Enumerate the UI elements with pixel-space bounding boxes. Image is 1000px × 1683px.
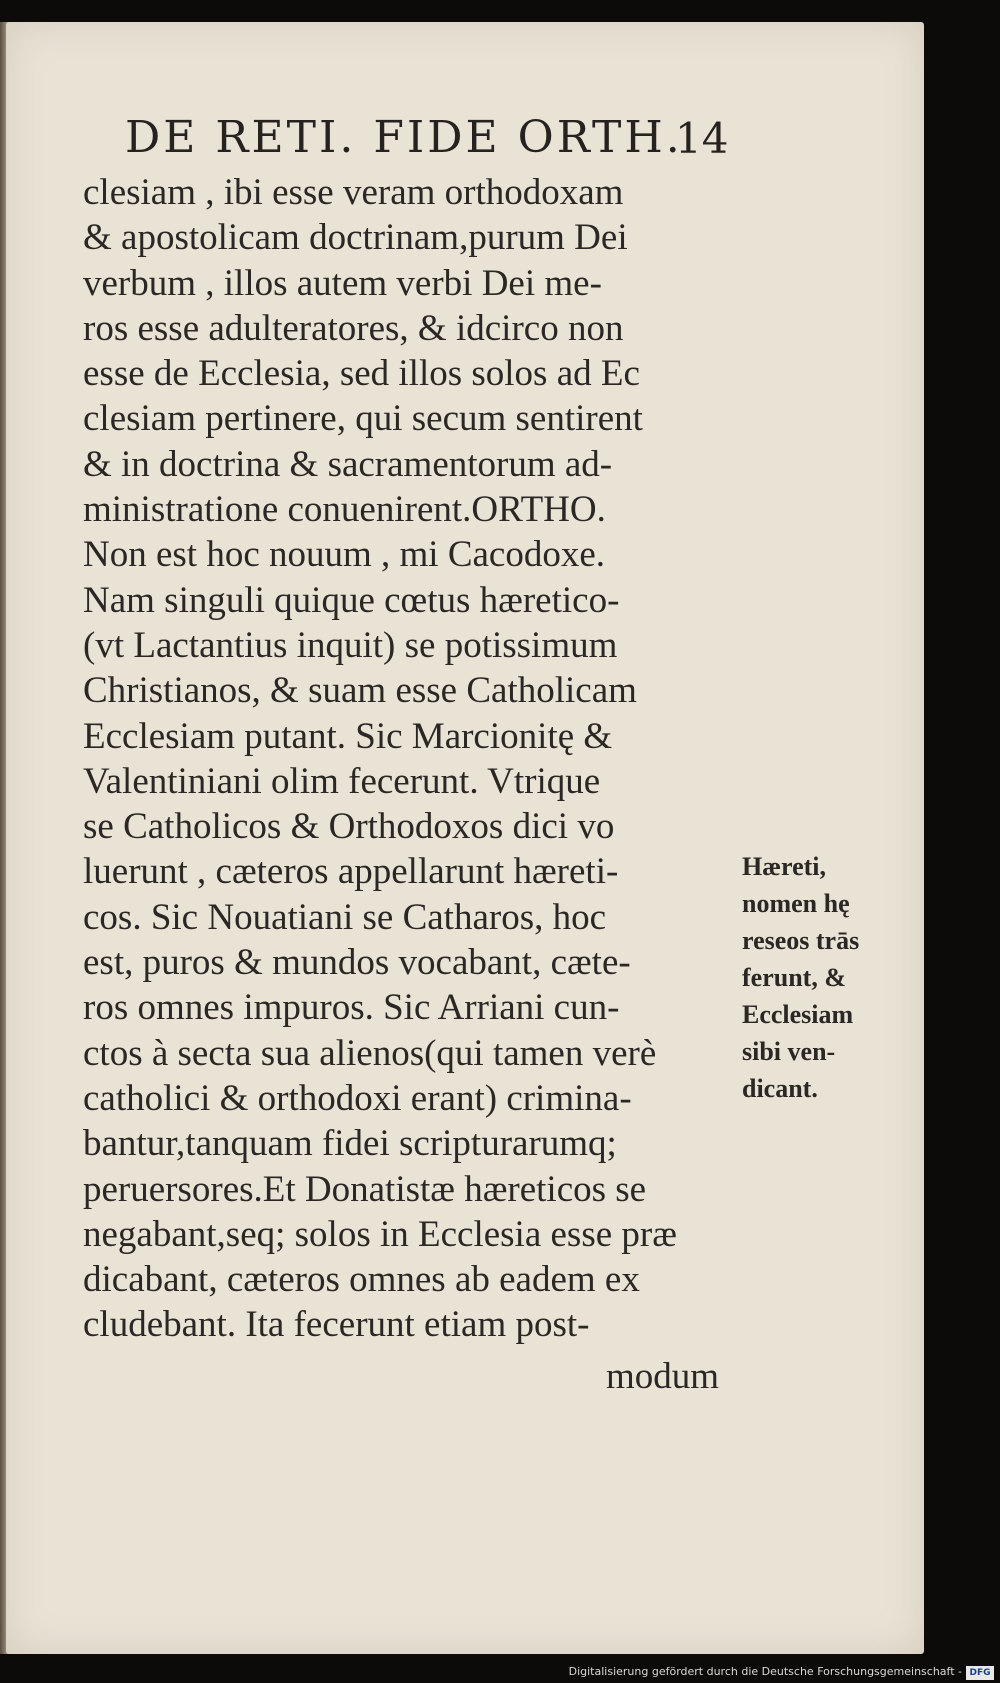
text-line: negabant,seq; solos in Ecclesia esse præ — [83, 1213, 677, 1255]
marginal-note-line: Ecclesiam — [742, 1000, 854, 1029]
marginal-note — [742, 848, 912, 1107]
text-line: bantur,tanquam fidei scripturarumq; — [83, 1123, 617, 1165]
digitization-credit: Digitalisierung gefördert durch die Deutsche Forschungsgemeinschaft - — [568, 1665, 962, 1678]
marginal-note-line: sibi ven- — [742, 1037, 836, 1066]
text-line: clesiam pertinere, qui secum sentirent — [83, 398, 643, 440]
marginal-note-line: nomen hę — [742, 889, 850, 918]
marginal-note-line: dicant. — [742, 1074, 818, 1103]
body-text — [83, 170, 743, 1348]
marginal-note-line: ferunt, & — [742, 963, 846, 992]
text-line: Valentiniani olim fecerunt. Vtrique — [83, 760, 601, 802]
text-line: Ecclesiam putant. Sic Marcionitę & — [83, 715, 613, 757]
marginal-note-line: Hæreti, — [742, 852, 826, 881]
text-line: catholici & orthodoxi erant) crimina- — [83, 1077, 632, 1119]
text-line: se Catholicos & Orthodoxos dici vo — [83, 806, 615, 848]
text-line: (vt Lactantius inquit) se potissimum — [83, 624, 618, 666]
dfg-logo: DFG — [966, 1666, 994, 1680]
text-line: cos. Sic Nouatiani se Catharos, hoc — [83, 896, 607, 938]
text-line: peruersores.Et Donatistæ hæreticos se — [83, 1168, 647, 1210]
text-line: Nam singuli quique cœtus hæretico- — [83, 579, 620, 621]
text-line: est, puros & mundos vocabant, cæte- — [83, 942, 631, 984]
text-line: ros esse adulteratores, & idcirco non — [83, 307, 624, 349]
text-line: clesiam , ibi esse veram orthodoxam — [83, 172, 624, 213]
page-number: 14 — [675, 114, 729, 163]
text-line: verbum , illos autem verbi Dei me- — [83, 262, 602, 304]
text-line: cludebant. Ita fecerunt etiam post- — [83, 1304, 590, 1346]
catchword: modum — [606, 1356, 720, 1397]
text-line: ministratione conuenirent.ORTHO. — [83, 489, 606, 531]
marginal-note-line: reseos trās — [742, 926, 860, 955]
text-line: ctos à secta sua alienos(qui tamen verè — [83, 1032, 657, 1074]
running-head: DE RETI. FIDE ORTH. — [125, 112, 683, 163]
text-line: & in doctrina & sacramentorum ad- — [83, 443, 613, 485]
text-line: esse de Ecclesia, sed illos solos ad Ec — [83, 353, 640, 395]
text-line: Christianos, & suam esse Catholicam — [83, 670, 637, 712]
text-line: ros omnes impuros. Sic Arriani cun- — [83, 987, 620, 1029]
text-line: & apostolicam doctrinam,purum Dei — [83, 217, 628, 259]
text-line: dicabant, cæteros omnes ab eadem ex — [83, 1259, 640, 1301]
text-line: Non est hoc nouum , mi Cacodoxe. — [83, 534, 606, 576]
text-line: luerunt , cæteros appellarunt hæreti- — [83, 851, 619, 893]
